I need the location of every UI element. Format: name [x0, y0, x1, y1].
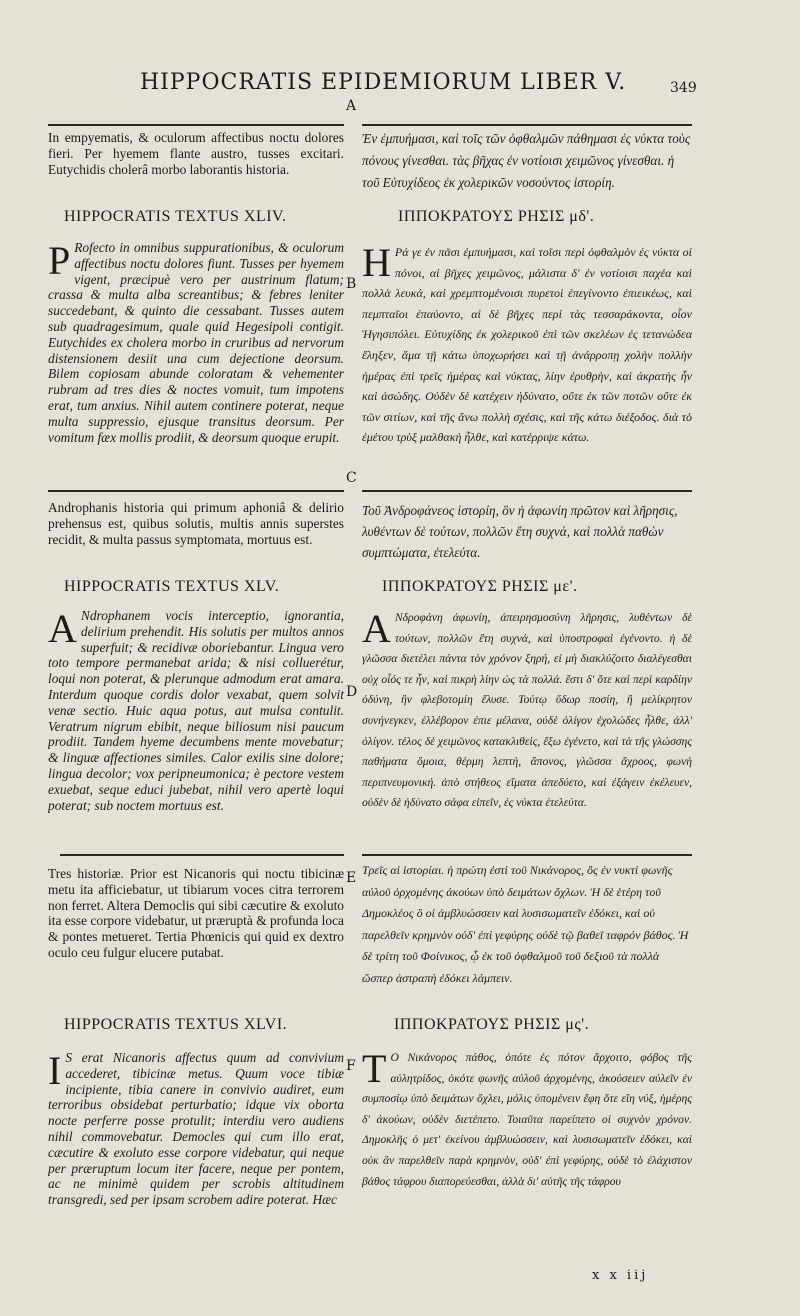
greek-heading-46: ΙΠΠΟΚΡΑΤΟΥΣ ΡΗΣΙΣ μς'. [394, 1016, 590, 1033]
rule [362, 490, 692, 492]
rule [362, 124, 692, 126]
latin-text-45 [48, 608, 344, 838]
rule [48, 124, 344, 126]
drop-cap: Τ [362, 1048, 387, 1091]
drop-cap: Α [362, 608, 391, 651]
latin-text-44 [48, 240, 344, 470]
drop-cap: I [48, 1050, 62, 1093]
greek-text-44-body: Ρά γε ἐν πᾶσι ἐμπυήμασι, καὶ τοῖσι περὶ ὀφθαλμὸν ἐς νύκτα οἱ πόνοι, αἱ βῆχες χειμῶνος, μάλιστα δ' ἐν νοτίοισι παχέα καὶ πολλὰ λευκά, καὶ χρεμπτομένοισι πυρετοὶ ἐπεγίνοντο ἐπιεικέως, καὶ πεμπταῖοι ἐπαύοντο, αἱ δὲ βῆχες περὶ τὰς τεσσαράκοντα, οἷον Ἡγησιπόλει. Εὐτυχίδης ἐκ χολερικοῦ ἐπὶ τῶν σκελέων ἐς τετανώδεα ἔληξεν, ἅμα τῇ κάτω ὑποχωρήσει καὶ τῇ ἀνάρροπῃ χολὴν πολλὴν ἡμέρας ἐπὶ τρεῖς ἡμέρας καὶ νύκτας, λίην ἐρυθρὴν, καὶ ἀκρατὴς ἦν καὶ ἀσώδης. Οὐδὲν δὲ κατέχειν ἠδύνατο, οὔτε ἐκ τῶν ποτῶν οὔτε ἐκ τῶν σιτίων, καὶ τῆς ἄνω πολλὴ σχέσις, καὶ τῆς κάτω διέξοδος. διὰ τὸ ἐμέτου τρὺξ μαλθακὴ ἦλθε, καὶ κατέρριψε κάτω. [362, 245, 692, 445]
greek-text-45 [362, 608, 692, 840]
margin-letter-e: E [346, 870, 357, 886]
page-number: 349 [670, 80, 697, 96]
drop-cap: P [48, 240, 71, 283]
margin-letter-f: F [346, 1058, 356, 1074]
margin-letter-c: C [346, 470, 357, 486]
latin-heading-45: HIPPOCRATIS TEXTUS XLV. [64, 578, 280, 595]
greek-summary-2: Τοῦ Ἀνδροφάνεος ἱστορίη, ὃν ἡ ἀφωνίη πρῶτον καὶ λῆρησις, λυθέντων δὲ τούτων, πολλῶν ἔτη συχνά, καὶ πολλὰ παθὼν συμπτώματα, ἐτελεύτα. [362, 503, 678, 560]
drop-cap: Η [362, 242, 391, 285]
rule [48, 490, 344, 492]
latin-summary-3: Tres historiæ. Prior est Nicanoris qui noctu tibicinæ metu ita afficiebatur, ut tibiarum voces citra terrorem non ferret. Altera Democlis qui sibi cæcutire & exoluto ita esse corpore videbatur, ut præruptà & profunda loca & pontes metueret. Tertia Phœnicis qui quid ex dextro oculo ceu fulgur elucere putabat. [48, 866, 344, 960]
greek-text-44 [362, 242, 692, 470]
margin-letter-b: B [346, 276, 357, 292]
greek-text-46-body: Ο Νικάνορος πάθος, ὁπότε ἐς πότον ἄρχοιτο, φόβος τῆς αὐλητρίδος, ὁκότε φωνῆς αὐλοῦ ἀρχομένης, ἀκούσειεν αὐλεῖν ἐν συμποσίῳ ὑπὸ δειμάτων ὄχλει, μόλις ὑπομένειν ἔφη ὅτε εἴη νύξ, ἡμέρης δ' ἀκούων, οὐδὲν διετέπετο. Τοιαῦτα παρείπετο οἱ συχνὸν χρόνον. Δημοκλῆς ὁ μετ' ἐκείνου ἀμβλυώσσειν, καὶ λυσισωματεῖν ἐδόκει, καὶ οὐκ ἂν παρελθεῖν παρὰ κρημνὸν, οὐδ' ἐπὶ γεφύρης, οὐδὲ τὸ ἐλάχιστον βάθος τάφρου διαπορεύεσθαι, ἀλλὰ δι' αὐτῆς τῆς τάφρου [362, 1051, 692, 1188]
margin-letter-a: A [346, 98, 357, 114]
greek-text-46 [362, 1048, 692, 1254]
greek-text-45-body: Νδροφάνη ἀφωνίη, ἀπειρησμοσύνη λῆρησις, λυθέντων δὲ τούτων, πολλῶν ἔτη συχνά, καὶ ὑποστροφαὶ ἐγένοντο. ἡ δὲ γλῶσσα διετέλει πάντα τὸν χρόνον ξηρή, εἰ μὴ διακλύζοιτο διαλέγεσθαι οὐχ οἷός τε ἦν, καὶ πικρὴ λίην ὡς τὰ πολλά. ἔστι δ' ὅτε καὶ περὶ καρδίην ὀδύνη, ἣν φλεβοτομίη ἔλυσε. Τούτῳ ὕδωρ ποσίη, ἢ μελίκρητον συνήνεγκεν, ἐλλέβορον ἐπιε μέλανα, οὐδὲ ὀλίγον ἐχολώδες ἦλθε, ἀλλ' ὀλίγον. τέλος δὲ χειμῶνος κατακλιθεὶς, ἔξω ἐγένετο, καὶ τὰ τῆς γλώσσης παθήματα ὅμοια, θέρμη λεπτὴ, ἄπονος, γλῶσσα ἄχροος, φωνὴ περιπνευμονική. ἀπὸ στήθεος εἵματα ἀπεδύετο, καὶ ἐξάγειν ἐκέλευεν, οὐδὲν δὲ ἠδύνατο σάφα εἰπεῖν, ἐς νύκτα ἐτελεύτα. [362, 611, 692, 810]
latin-text-46-body: S erat Nicanoris affectus quum ad convivium accederet, tibicinæ metus. Quum voce tibiæ incipiente, tibia canere in convivio audiret, eum terroribus obsidebat perturbatio; idque vix oborta nocte perferre posse protulit; interdiu vero audiens nihil commovebatur. Democles qui cum illo erat, cæcutire & exoluto esse corpore videbatur, qui neque per præruptum locum iter facere, neque per pontem, ac ne minimè quidem per scrobis altitudinem transgredi, sed per ipsam scrobem adire poterat. Hæc [48, 1050, 344, 1208]
running-title: HIPPOCRATIS EPIDEMIORUM LIBER V. [140, 70, 627, 95]
margin-letter-d: D [346, 684, 358, 700]
latin-summary-1: In empyematis, & oculorum affectibus noctu dolores fieri. Per hyemem flante austro, tusses excitari. Eutychidis cholerâ morbo laborantis historia. [48, 130, 344, 177]
latin-text-45-body: Ndrophanem vocis interceptio, ignorantia, delirium prehendit. His solutis per multos annos superfuit; & recidivæ oboriebantur. Lingua vero toto tempore permanebat arida; & nisi colluerétur, loqui non poterat, & plerunque admodum erat amara. Interdum quoque cordis dolor vexabat, quem solvit venæ sectio. Huic aqua potus, aut mulsa contulit. Veratrum nigrum ebibit, neque biliosum nisi paucum prodiit. Tandem hyeme decumbens mente movebatur; & linguæ affectiones similes. Calor exilis sine dolore; lingua decolor; vox peripneumonica; è pectore vestem exuebat, seque educi jubebat, nihil vero apertè loqui poterat; sub noctem mortuus est. [48, 608, 344, 813]
greek-heading-45: ΙΠΠΟΚΡΑΤΟΥΣ ΡΗΣΙΣ με'. [382, 578, 578, 595]
latin-text-44-body: Rofecto in omnibus suppurationibus, & oculorum affectibus noctu dolores fiunt. Tusses per hyemem vigent, præcipuè vero per austrinum flatum; crassa & multa alba screantibus; & febres leniter succedebant, & quinto die cessabant. Tusses autem sub quadragesimum, quale quid Hegesipoli contigit. Eutychides ex cholera morbo in cruribus ad nervorum distensionem desiit una cum dejectione deorsum. Bilem copiosam abunde coloratam & vehementer rubram ad tres dies & noctes vomuit, tum impotens erat, tum anxius. Nihil autem continere poterat, neque multa suppressio, ejusque transitus deorsum. Per vomitum fæx mollis prodiit, & deorsum quoque erupit. [48, 240, 344, 445]
greek-heading-44: ΙΠΠΟΚΡΑΤΟΥΣ ΡΗΣΙΣ μδ'. [398, 208, 595, 225]
latin-summary-2: Androphanis historia qui primum aphoniâ & delirio prehensus est, quibus solutis, multis annis superstes recidit, & multa passus symptomata, mortuus est. [48, 500, 344, 547]
drop-cap: A [48, 608, 77, 651]
greek-summary-3: Τρεῖς αἱ ἱστορίαι. ἡ πρώτη ἐστὶ τοῦ Νικάνορος, ὃς ἐν νυκτὶ φωνῆς αὐλοῦ ὀρχομένης ἀκούων ὑπὸ δειμάτων ὄχλων. Ἡ δὲ ἑτέρη τοῦ Δημοκλέος ὃ οἱ ἀμβλυώσσειν καὶ λυσισωματεῖν ἐδόκει, καὶ οὐ παρελθεῖν κρημνὸν οὐδ' ἐπὶ γεφύρης οὐδὲ τῷ βαθεῖ ταφρόν βάθος. Ἡ δὲ τρίτη τοῦ Φοίνικος, ᾧ ἐκ τοῦ ὀφθαλμοῦ τοῦ δεξιοῦ τὰ πολλὰ ὥσπερ ἀστραπὴ ἐδόκει λάμπειν. [362, 863, 689, 985]
rule [362, 854, 692, 856]
rule [60, 854, 344, 856]
latin-heading-46: HIPPOCRATIS TEXTUS XLVI. [64, 1016, 288, 1033]
signature-mark: x x iij [592, 1268, 649, 1283]
latin-heading-44: HIPPOCRATIS TEXTUS XLIV. [64, 208, 287, 225]
latin-text-46 [48, 1050, 344, 1250]
greek-summary-1: Ἐν ἐμπυήμασι, καὶ τοῖς τῶν ὀφθαλμῶν πάθημασι ἐς νύκτα τοὺς πόνους γίνεσθαι. τὰς βῆχας ἐν νοτίοισι χειμῶνος γίνεσθαι. ἡ τοῦ Εὐτυχίδεος ἐκ χολερικῶν νοσούντος ἱστορίη. [362, 131, 691, 190]
